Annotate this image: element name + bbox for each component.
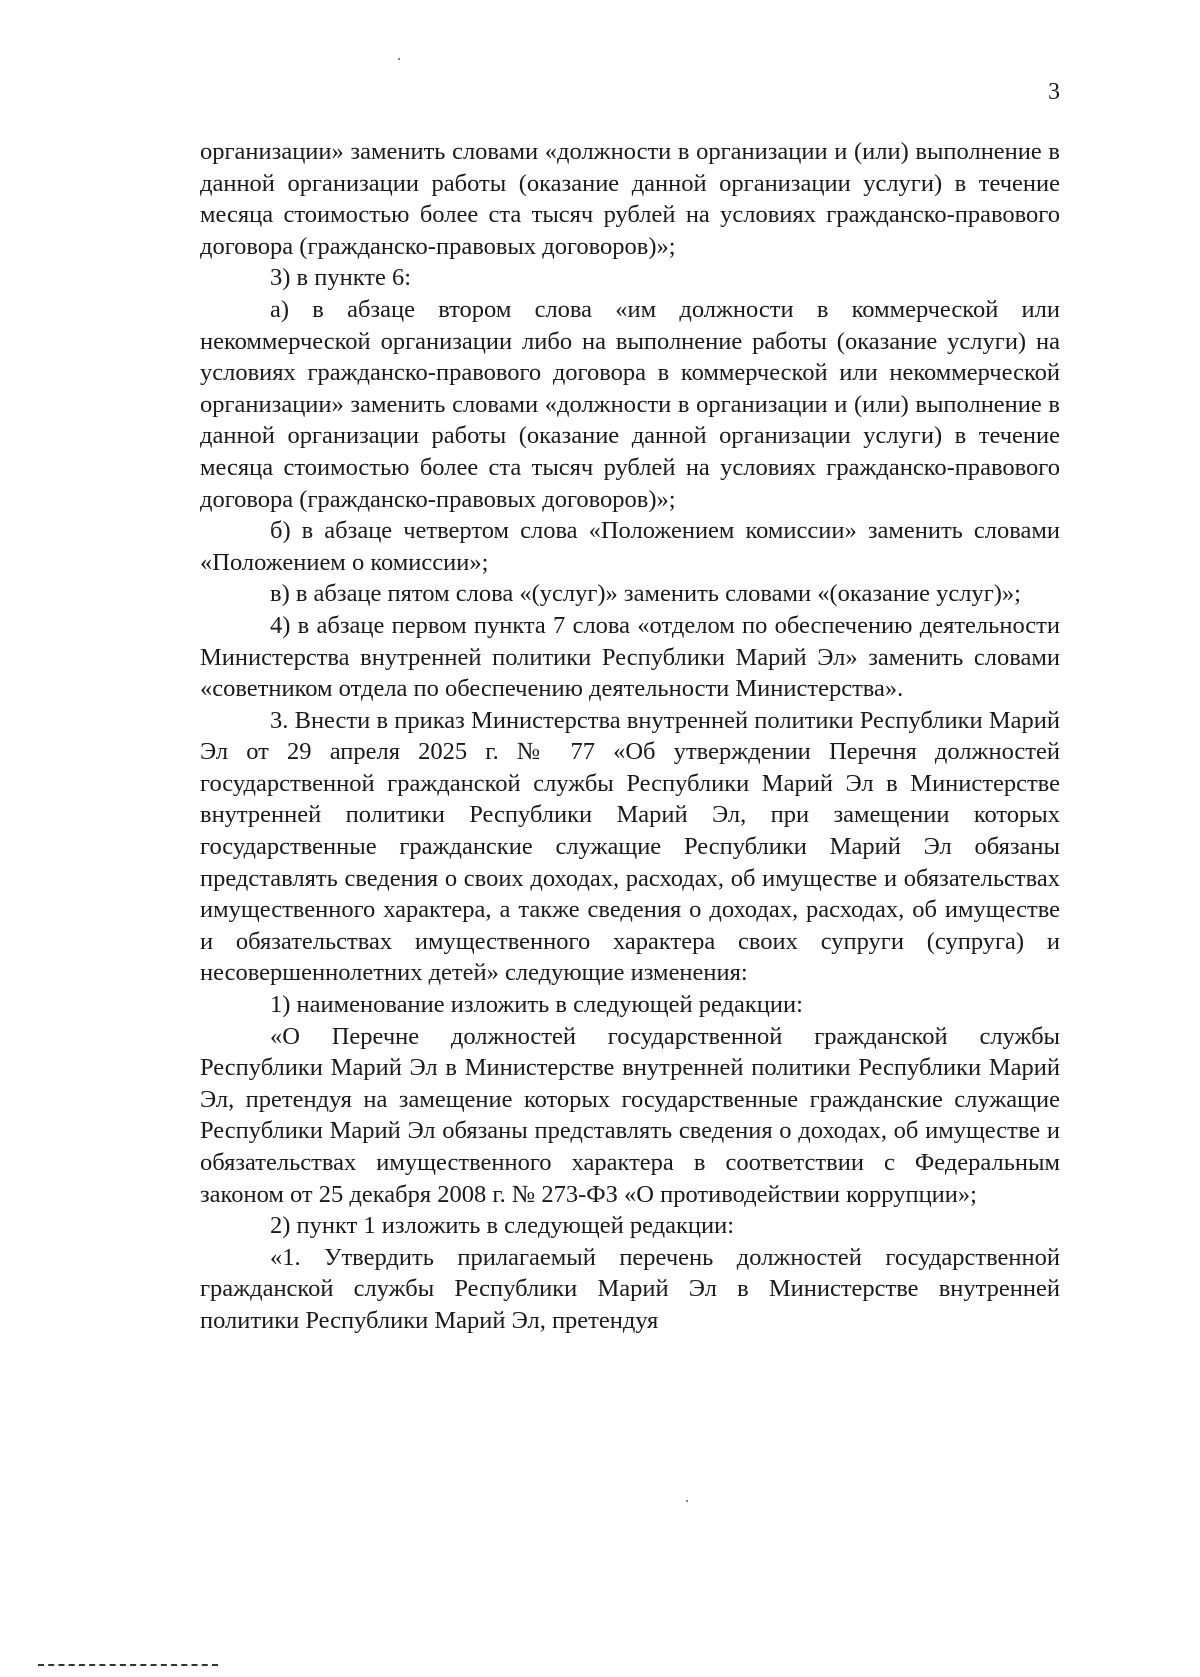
page-number: 3 [1048, 79, 1060, 105]
paragraph: 3) в пункте 6: [270, 264, 412, 292]
document-body [200, 136, 1060, 1337]
paragraph: 3. Внести в приказ Министерства внутренней политики Республики Марий Эл от 29 апреля 2025 г. № 77 «Об утверждении Перечня должностей государственной гражданской службы Республики Марий Эл в Министерстве внутренней политики Республики Марий Эл, при замещении которых государственные гражданские служащие Республики Марий Эл обязаны представлять сведения о своих доходах, расходах, об имуществе и обязательствах имущественного характера, а также сведения о доходах, расходах, об имуществе и обязательствах имущественного характера своих супруги (супруга) и несовершеннолетних детей» следующие изменения: [200, 706, 1060, 987]
scan-speck [686, 1500, 688, 1502]
footer-rule [38, 1664, 218, 1666]
paragraph: б) в абзаце четвертом слова «Положением комиссии» заменить словами «Положением о комиссии»; [200, 517, 1060, 576]
paragraph: «1. Утвердить прилагаемый перечень должностей государственной гражданской службы Республики Марий Эл в Министерстве внутренней политики Республики Марий Эл, претендуя [200, 1243, 1060, 1334]
paragraph: организации» заменить словами «должности в организации и (или) выполнение в данной организации работы (оказание данной организации услуги) в течение месяца стоимостью более ста тысяч рублей на условиях гражданско-правового договора (гражданско-правовых договоров)»; [200, 138, 1060, 260]
paragraph: 4) в абзаце первом пункта 7 слова «отделом по обеспечению деятельности Министерства внутренней политики Республики Марий Эл» заменить словами «советником отдела по обеспечению деятельности Министерства». [200, 611, 1060, 703]
paragraph: «О Перечне должностей государственной гражданской службы Республики Марий Эл в Министерстве внутренней политики Республики Марий Эл, претендуя на замещение которых государственные гражданские служащие Республики Марий Эл обязаны представлять сведения о доходах, об имуществе и обязательствах имущественного характера в соответствии с Федеральным законом от 25 декабря 2008 г. № 273-ФЗ «О противодействии коррупции»; [200, 1022, 1060, 1208]
paragraph: 2) пункт 1 изложить в следующей редакции: [270, 1212, 735, 1240]
paragraph: в) в абзаце пятом слова «(услуг)» заменить словами «(оказание услуг)»; [270, 580, 1021, 608]
scan-speck [398, 58, 400, 60]
paragraph: 1) наименование изложить в следующей редакции: [270, 991, 803, 1019]
paragraph: а) в абзаце втором слова «им должности в коммерческой или некоммерческой организации либо на выполнение работы (оказание услуги) на условиях гражданско-правового договора в коммерческой или некоммерческой организации» заменить словами «должности в организации и (или) выполнение в данной организации работы (оказание данной организации услуги) в течение месяца стоимостью более ста тысяч рублей на условиях гражданско-правового договора (гражданско-правовых договоров)»; [200, 295, 1060, 513]
